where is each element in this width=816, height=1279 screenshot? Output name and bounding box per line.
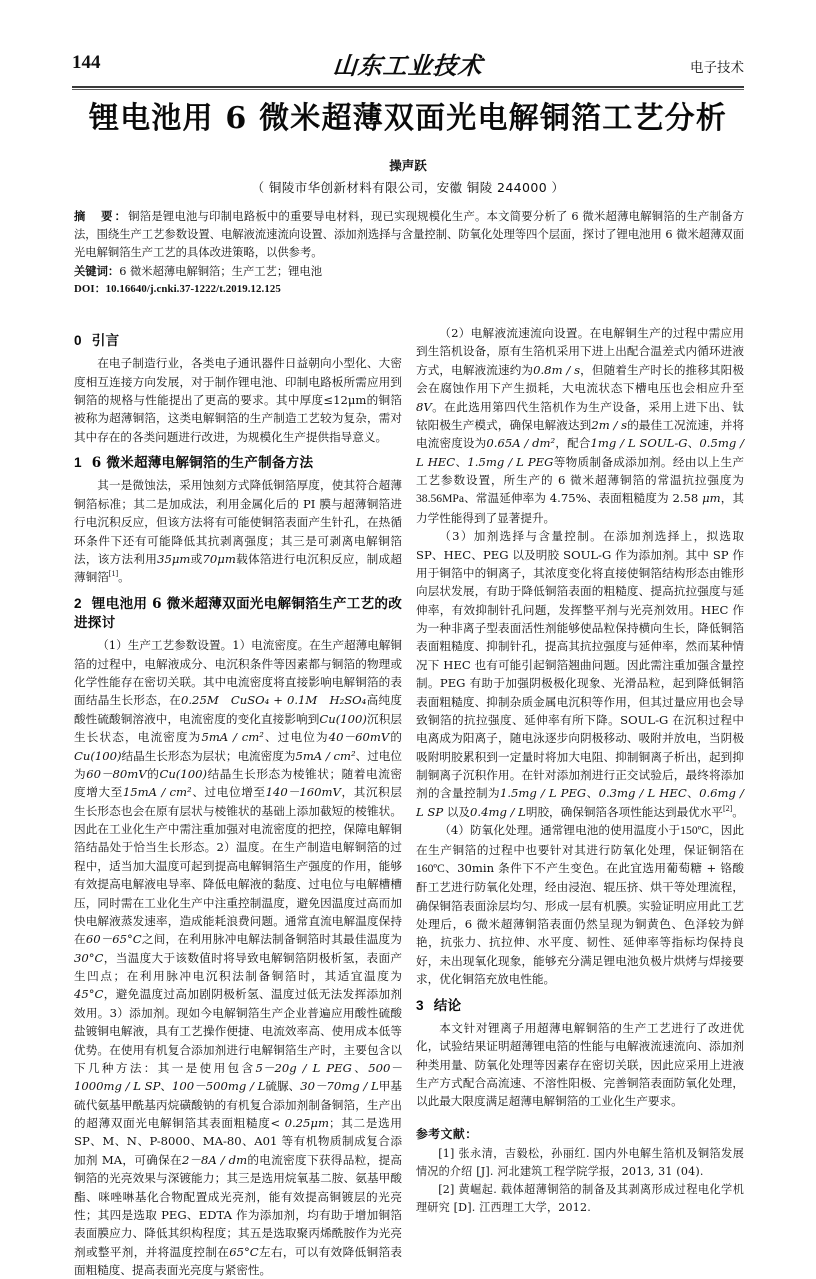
s2p4-text-a: （4）防氧化处理。通常锂电池的使用温度小于 xyxy=(439,823,681,838)
s2p4-value-temp-150: 150ºC xyxy=(680,824,709,838)
s2p1-text-u: 左右，可以有效降低铜箔表面粗糙度、提高表面光亮度与紧密性。 xyxy=(74,1244,402,1278)
s2p1-value-thiourea: 100－500mg / L xyxy=(172,1079,266,1094)
section-heading-0 xyxy=(74,331,402,351)
s2p2-text-e: ，配合 xyxy=(555,436,591,451)
s2p1-text-r: 甲基硫代氨基甲酰基丙烷磺酸钠的有机复合添加剂制备铜箔，生产出的超薄双面光电解铜箔其表面粗糙度 xyxy=(74,1079,402,1131)
s2p1-value-cu100-a: Cu(100) xyxy=(319,711,367,726)
s2p1-value-current-1: 5mA / cm² xyxy=(201,730,264,745)
page-title: 锂电池用 6 微米超薄双面光电解铜箔工艺分析 xyxy=(88,101,728,136)
section-title-0: 引言 xyxy=(91,333,120,349)
s2p1-text-p: 、 xyxy=(160,1079,173,1094)
page-number: 144 xyxy=(72,52,101,73)
s2p3-text-b: 、 xyxy=(586,786,599,801)
section-column-name: 电子技术 xyxy=(690,60,744,76)
s2p1-text-j: 、过电位增至 xyxy=(191,785,266,800)
section-2-paragraph-3 xyxy=(416,527,744,821)
s2p1-value-temp-3: 45°C xyxy=(74,987,104,1002)
running-head xyxy=(72,46,744,86)
s2p1-value-overpotential-2: 60－80mV xyxy=(86,766,147,781)
s2p1-value-overpotential-1: 40－60mV xyxy=(328,730,390,745)
s2p3-value-peg: 1.5mg / L PEG xyxy=(499,786,587,801)
section-number-0: 0 xyxy=(74,333,82,348)
s2p3-text-a: （3）加剂选择与含量控制。在添加剂选择上，拟选取 SP、HEC、PEG 以及明胶 SOUL-G 作为添加剂。其中 SP 作用于铜箔中的铜离子，其浓度变化将直接使铜箔结构形态由锥形向层状发展，有助于降低铜箔表面的粗糙度、提高抗拉强度与延伸率，有效抑制针孔问题，发挥整平剂与光亮剂效用。HEC 作为一种非离子型表面活性剂能够使品粒保持横向生长，降低铜箔表面粗糙度、抑制针孔，提高其抗拉强度与延伸率，然而某种情况下 HEC 也有可能引起铜箔翘曲问题。因此需注重加强含量控制。PEG 有助于加强阴极极化现象、光滑品粒，起到降低铜箔表面粗糙度、抑制杂质金属电沉积等作用，但其过量应用也会导致铜箔的抗拉强度、延伸率有所下降。SOUL-G 在沉积过程中电离成为阳离子，随电泳逐步向阴极移动、吸附并放电，当阴极吸附明胶累积到一定量时将加大电阻、抑制铜离子析出，起到抑制铜离子沉积作用。在针对添加剂进行正交试验后，最终将添加剂的含量控制为 xyxy=(416,529,744,801)
s2p1-text-m: ，当温度大于该数值时将导致电解铜箔阴极析氢，表面产生凹点；在利用脉冲电沉积法制备铜箔时，其适宜温度为 xyxy=(74,950,402,984)
s2p1-value-cu100-c: Cu(100) xyxy=(159,766,207,781)
s2p3-text-f: 。 xyxy=(732,804,744,819)
section-2-paragraph-2 xyxy=(416,324,744,527)
section-heading-1 xyxy=(74,453,402,473)
s2p1-value-sp: 500－1000mg / L SP xyxy=(74,1060,402,1094)
s2p1-text-s: ；其二是选用 SP、M、N、P-8000、MA-80、A01 等有机物质制成复合添加剂 MA，可确保在 xyxy=(74,1116,402,1167)
abstract-paragraph xyxy=(74,208,744,262)
s2p2-text-h: 等物质制备成添加剂。经由以上生产工艺参数设置，所生产的 6 微米超薄铜箔的常温抗拉强度为 xyxy=(416,454,744,487)
s2p1-text-k: ，其沉积层生长形态也会在原有层状与棱锥状的基础上添加截短的棱锥状。因此在工业化生产中需注重加强对电流密度的把控，保障电解铜箔结晶处于恰当生长形态。2）温度。在生产制造电解铜箔的过程中，适当加大温度可起到提高电解铜箔生产强度的作用，能够有效提高电解液电导率、降低电解液的黏度、过电位与电解槽槽压，同时需在工业化生产中注重控制温度，避免因温度过高而加快电解液蒸发速率，造成能耗浪费问题。通常直流电解温度保持在 xyxy=(74,785,402,947)
s2p4-value-temp-160: 160ºC xyxy=(416,861,445,875)
keywords-paragraph xyxy=(74,263,744,281)
reference-item: [1] 张永清，吉毅松，孙丽红. 国内外电解生箔机及铜箔发展情况的介绍 [J]. 河北建筑工程学院学报，2013, 31 (04). xyxy=(416,1147,744,1179)
s2p4-text-b: ，因此在生产铜箔的过程中也要针对其进行防氧化处理，保证铜箔在 xyxy=(416,823,744,857)
section-heading-3 xyxy=(416,996,744,1016)
s1-text-d: 。 xyxy=(118,570,130,585)
s2p2-value-flow-1: 0.8m / s xyxy=(533,362,581,377)
abstract-block xyxy=(74,208,744,299)
s2p1-text-e: 的 xyxy=(389,730,402,745)
reference-item: [2] 黄崛起. 载体超薄铜箔的制备及其剥离形成过程电化学机理研究 [D]. 江西理工大学，2012. xyxy=(416,1182,744,1214)
s2p1-text-o: 、 xyxy=(351,1060,369,1075)
s2p3-text-e: 明胶，确保铜箔各项性能达到最优水平 xyxy=(525,804,723,819)
keywords-label: 关键词： xyxy=(74,263,120,278)
s2p2-value-peg: 1.5mg / L PEG xyxy=(467,454,554,469)
section-1-paragraph xyxy=(74,476,402,586)
s2p1-value-mps: 30－70mg / L xyxy=(300,1079,379,1094)
s2p1-text-i: 结晶生长形态为棱锥状；随着电流密度增大至 xyxy=(74,766,402,800)
s2p1-value-roughness: < 0.25μm xyxy=(270,1116,329,1131)
section-heading-2 xyxy=(74,594,402,634)
author-affiliation: （ 铜陵市华创新材料有限公司，安徽 铜陵 244000 ） xyxy=(251,180,565,195)
body-column-left xyxy=(74,324,402,1279)
s2p2-text-a: （2）电解液流速流向设置。在电解铜生产的过程中需应用到生箔机设备，原有生箔机采用下进上出配合温差式内循环进液方式，电解液流速约为 xyxy=(416,326,744,377)
section-number-3: 3 xyxy=(416,997,424,1013)
s2p2-value-voltage: 8V xyxy=(416,399,432,414)
s2p1-text-a: （1）生产工艺参数设置。1）电流密度。在生产超薄电解铜箔的过程中，电解液成分、电沉积条件等因素都与铜箔的物理或化学性能存在密切关联。其中电流密度将直接影响电解铜箔的表面结晶生长形态，在 xyxy=(74,638,402,708)
s2p1-text-f: 结晶生长形态为层状；电流密度为 xyxy=(121,748,296,763)
s2p1-text-h: 的 xyxy=(146,766,160,781)
section-number-1: 1 xyxy=(74,455,82,471)
section-title-1: 6 微米超薄电解铜箔的生产制备方法 xyxy=(91,455,314,472)
section-title-3: 结论 xyxy=(433,997,462,1014)
section-3-paragraph: 本文针对锂离子用超薄电解铜箔的生产工艺进行了改进优化，试验结果证明超薄锂电箔的性能与电解液流速流向、添加剂种类用量、防氧化处理等因素存在密切关联，因此应采用上进液生产方式配合高流速、不溶性阳极、完善铜箔表面防氧化处理，以此最大限度满足超薄电解铜箔的工业化生产要求。 xyxy=(416,1020,744,1109)
s2p3-text-c: 、 xyxy=(686,786,700,801)
s2p1-text-c: 沉积层生长状态，电流密度为 xyxy=(74,711,402,745)
s2p2-text-f: 、 xyxy=(687,436,700,451)
journal-name: 山东工业技术 xyxy=(331,51,484,80)
s2p1-value-temp-1: 60－65°C xyxy=(85,932,142,947)
abstract-text: 铜箔是锂电池与印制电路板中的重要导电材料，现已实现规模化生产。本文简要分析了 6 微米超薄电解铜箔的生产制备方法，围绕生产工艺参数设置、电解液流速流向设置、添加剂选择与含量控制、防氧化处理等四个层面，探讨了锂电池用 6 微米超薄双面光电解铜箔生产工艺的具体改进策略，以供参考。 xyxy=(74,210,744,259)
references-heading: 参考文献： xyxy=(416,1126,478,1141)
author-name: 操声跃 xyxy=(389,158,427,173)
s2p1-text-t: 的电流密度下获得品粒，提高铜箔的光亮效果与深镀能力；其三是选用烷氧基二胺、氨基甲酸酯、咪唑啉基化合物配置成光亮剂，能有效提高铜镀层的光亮性；其四是选取 PEG、EDTA 作为添加剂，均有助于增加铜箔表面膜应力、降低其织构程度；其五是选取聚丙烯酰胺作为光亮剂或整平剂，并将温度控制在 xyxy=(74,1152,402,1259)
s2p2-value-current-density: 0.65A / dm² xyxy=(486,436,556,451)
s2p1-value-cu100-b: Cu(100) xyxy=(74,748,122,763)
s2p2-text-b: ，但随着生产时长的推移其阳极会在腐蚀作用下产生损耗，大电流状态下槽电压也会相应升至 xyxy=(416,362,744,396)
doi-text: DOI：10.16640/j.cnki.37-1222/t.2019.12.125 xyxy=(74,283,281,296)
s2p2-text-j: ，其力学性能得到了显著提升。 xyxy=(416,491,744,525)
s2p2-value-tensile: 38.56MPa xyxy=(416,492,464,506)
s2p1-text-d: 、过电位为 xyxy=(263,730,329,745)
section-title-2: 锂电池用 6 微米超薄双面光电解铜箔生产工艺的改进探讨 xyxy=(74,595,402,632)
s2p1-value-solution: 0.25M CuSO₄ + 0.1M H₂SO₄ xyxy=(181,693,367,708)
s2p1-value-density-range: 2－8A / dm xyxy=(182,1152,248,1167)
body-column-right xyxy=(416,324,744,1216)
s2p3-value-gelatin: 0.4mg / L xyxy=(470,804,526,819)
s2p1-text-l: 之间，在利用脉冲电解法制备铜箔时其最佳温度为 xyxy=(141,932,402,947)
s2p1-value-current-3: 15mA / cm² xyxy=(122,785,192,800)
s2p1-text-n: ，避免温度过高加剧阴极析氢、温度过低无法发挥添加剂效用。3）添加剂。现如今电解铜箔生产企业普遍应用酸性硫酸盐镀铜电解液，具有工艺操作便捷、电流效率高、使用成本低等优势。在使用有机复合添加剂进行电解铜箔生产时，主要包含以下几种方法：其一是使用包含 xyxy=(74,987,402,1075)
s2p3-citation-2: [2] xyxy=(722,803,733,813)
s1-text-a: 其一是微蚀法，采用蚀刻方式降低铜箔厚度，使其符合超薄铜箔标准；其二是加成法，利用金属化后的 PI 膜与超薄铜箔进行电沉积反应，但该方法将有可能使铜箔表面产生针孔，在热循环条件下还有可能降低其抗剥离强度；其三是可剥离电解铜箔法，该方法利用 xyxy=(74,478,402,566)
s2p1-value-temp-4: 65°C xyxy=(229,1244,259,1259)
s2p2-value-hec: 0.5mg / L HEC xyxy=(416,436,744,469)
abstract-label: 摘 要： xyxy=(74,209,129,223)
s1-text-c: 载体箔进行电沉积反应，制成超薄铜箔 xyxy=(74,551,402,585)
keywords-text: 6 微米超薄电解铜箔；生产工艺；锂电池 xyxy=(119,264,323,278)
s2p2-value-flow-2: 2m / s xyxy=(591,417,628,432)
s2p1-value-current-2: 5mA / cm² xyxy=(295,748,356,763)
s2p2-text-g: 、 xyxy=(455,454,468,469)
s2p2-value-soulg: 1mg / L SOUL-G xyxy=(590,436,688,451)
s2p2-text-i: 、常温延伸率为 4.75%、表面粗糙度为 2.58 xyxy=(464,491,703,506)
s2p1-text-b: 高纯度酸性硫酸铜溶液中，电流密度的变化直接影响到 xyxy=(74,693,402,726)
s2p1-value-peg: 5－20g / L PEG xyxy=(255,1060,352,1075)
s2p3-value-hec: 0.3mg / L HEC xyxy=(598,786,687,801)
s2p1-value-overpotential-3: 140－160mV xyxy=(265,785,341,800)
s2p1-text-q: 硫脲、 xyxy=(265,1079,301,1094)
section-0-paragraph: 在电子制造行业，各类电子通讯器件日益朝向小型化、大密度相互连接方向发展，对于制作锂电池、印制电路板所需应用到铜箔的规格与性能提出了更高的要求。其中厚度≤12μm的铜箔被称为超薄铜箔，这类电解铜箔的生产制造工艺较为复杂，需对其中存在的各类问题进行改进，为规模化生产提供指导意义。 xyxy=(74,356,402,444)
section-number-2: 2 xyxy=(74,595,82,611)
s2p1-value-temp-2: 30°C xyxy=(74,950,104,965)
s1-value-70um: 70μm xyxy=(202,551,236,566)
s2p4-text-c: 、30min 条件下不产生变色。在此宜选用葡萄糖 + 铬酸酐工艺进行防氧化处理，经由浸泡、辊压挤、烘干等处理流程，确保铜箔表面涂层均匀、形成一层有机膜。实验证明应用此工艺处理后，6 微米超薄铜箔表面仍然呈现为铜黄色、色泽较为鲜艳，抗张力、抗拉伸、水平度、韧性、延伸率等指标均保持良好，未出现氧化现象，能够充分满足锂电池负极片烘烤与焊接要求，优化铜箔充放电性能。 xyxy=(416,860,744,987)
s2p1-text-g: 、过电位为 xyxy=(74,748,402,781)
s2p2-value-roughness-unit: μm xyxy=(702,491,721,506)
s1-value-35um: 35μm xyxy=(157,551,191,566)
s2p2-text-d: 的最佳工况流速，并将电流密度设为 xyxy=(416,417,744,451)
s1-text-b: 或 xyxy=(190,551,203,566)
section-2-paragraph-4 xyxy=(416,821,744,988)
section-2-paragraph-1 xyxy=(74,636,402,1279)
header-divider xyxy=(72,86,744,90)
s2p3-text-d: 以及 xyxy=(443,804,471,819)
s2p3-value-sp: 0.6mg / L SP xyxy=(416,786,744,819)
s2p2-text-c: 。在此选用第四代生箔机作为生产设备，采用上进下出、钛铱阳极生产模式，确保电解液达到 xyxy=(416,399,744,432)
s1-citation-1: [1] xyxy=(108,569,119,579)
